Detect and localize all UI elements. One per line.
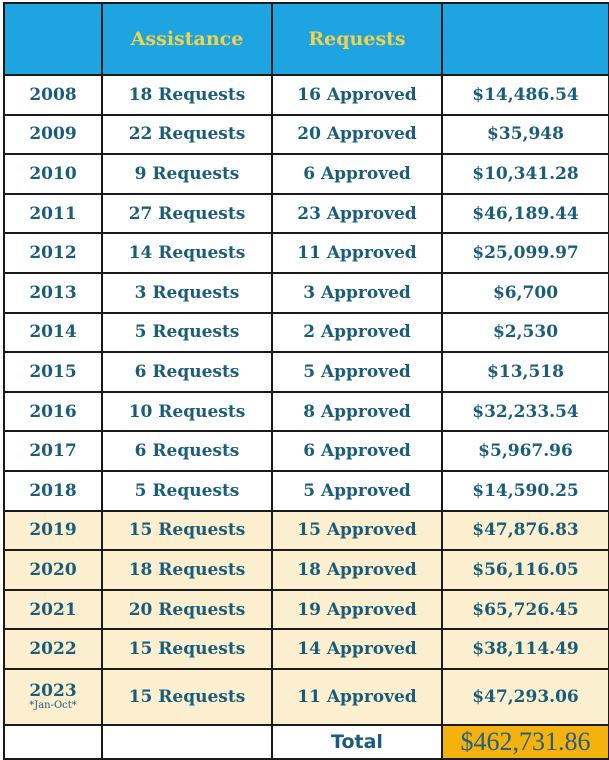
approved-cell: 11 Approved xyxy=(272,233,442,273)
approved-cell: 15 Approved xyxy=(272,511,442,551)
table-row xyxy=(4,154,609,194)
table-row xyxy=(4,550,609,590)
year-label: 2022 xyxy=(29,639,77,660)
year-cell xyxy=(4,471,102,511)
approved-cell: 14 Approved xyxy=(272,629,442,669)
amount-cell: $38,114.49 xyxy=(442,629,609,669)
table-row xyxy=(4,669,609,725)
table-row xyxy=(4,75,609,115)
year-label: 2020 xyxy=(29,559,77,580)
table-row xyxy=(4,194,609,234)
table-row xyxy=(4,392,609,432)
amount-cell: $6,700 xyxy=(442,273,609,313)
amount-cell: $13,518 xyxy=(442,352,609,392)
header-assistance: Assistance xyxy=(102,3,272,75)
year-label: 2019 xyxy=(29,520,77,541)
amount-cell: $25,099.97 xyxy=(442,233,609,273)
year-cell xyxy=(4,352,102,392)
requests-cell: 18 Requests xyxy=(102,550,272,590)
year-cell xyxy=(4,392,102,432)
requests-cell: 15 Requests xyxy=(102,629,272,669)
total-empty-cell-1 xyxy=(4,725,102,759)
amount-cell: $5,967.96 xyxy=(442,431,609,471)
amount-cell: $10,341.28 xyxy=(442,154,609,194)
year-note: *Jan-Oct* xyxy=(29,699,77,711)
requests-cell: 22 Requests xyxy=(102,115,272,155)
year-label: 2017 xyxy=(29,441,77,462)
total-row xyxy=(4,725,609,759)
amount-cell: $65,726.45 xyxy=(442,590,609,630)
year-label: 2010 xyxy=(29,163,77,184)
amount-cell: $35,948 xyxy=(442,115,609,155)
amount-cell: $14,590.25 xyxy=(442,471,609,511)
year-cell xyxy=(4,273,102,313)
table-row xyxy=(4,511,609,551)
approved-cell: 23 Approved xyxy=(272,194,442,234)
year-cell xyxy=(4,629,102,669)
year-label: 2013 xyxy=(29,282,77,303)
requests-cell: 27 Requests xyxy=(102,194,272,234)
amount-cell: $2,530 xyxy=(442,313,609,353)
amount-cell: $47,876.83 xyxy=(442,511,609,551)
header-row xyxy=(4,3,609,75)
year-label: 2015 xyxy=(29,361,77,382)
approved-cell: 18 Approved xyxy=(272,550,442,590)
year-label: 2014 xyxy=(29,322,77,343)
table-row xyxy=(4,273,609,313)
requests-cell: 5 Requests xyxy=(102,471,272,511)
table-row xyxy=(4,233,609,273)
year-cell xyxy=(4,313,102,353)
year-label: 2011 xyxy=(29,203,77,224)
year-cell xyxy=(4,233,102,273)
requests-cell: 3 Requests xyxy=(102,273,272,313)
requests-cell: 6 Requests xyxy=(102,352,272,392)
year-label: 2016 xyxy=(29,401,77,422)
header-requests: Requests xyxy=(272,3,442,75)
year-cell xyxy=(4,115,102,155)
requests-cell: 10 Requests xyxy=(102,392,272,432)
assistance-requests-table xyxy=(3,2,609,760)
year-label: 2009 xyxy=(29,124,77,145)
year-cell xyxy=(4,431,102,471)
table-row xyxy=(4,471,609,511)
requests-cell: 15 Requests xyxy=(102,669,272,725)
approved-cell: 20 Approved xyxy=(272,115,442,155)
table-body xyxy=(4,75,609,725)
approved-cell: 16 Approved xyxy=(272,75,442,115)
year-cell xyxy=(4,590,102,630)
amount-cell: $47,293.06 xyxy=(442,669,609,725)
approved-cell: 5 Approved xyxy=(272,471,442,511)
approved-cell: 2 Approved xyxy=(272,313,442,353)
table-row xyxy=(4,431,609,471)
year-label: 2012 xyxy=(29,243,77,264)
approved-cell: 8 Approved xyxy=(272,392,442,432)
year-cell xyxy=(4,194,102,234)
total-empty-cell-2 xyxy=(102,725,272,759)
table-row xyxy=(4,629,609,669)
year-cell xyxy=(4,550,102,590)
year-label: 2008 xyxy=(29,84,77,105)
approved-cell: 6 Approved xyxy=(272,431,442,471)
approved-cell: 19 Approved xyxy=(272,590,442,630)
total-value: $462,731.86 xyxy=(442,725,609,759)
header-amount-cell xyxy=(442,3,609,75)
amount-cell: $56,116.05 xyxy=(442,550,609,590)
requests-cell: 20 Requests xyxy=(102,590,272,630)
table-row xyxy=(4,590,609,630)
amount-cell: $14,486.54 xyxy=(442,75,609,115)
requests-cell: 9 Requests xyxy=(102,154,272,194)
amount-cell: $46,189.44 xyxy=(442,194,609,234)
table-row xyxy=(4,352,609,392)
year-label: 2023 xyxy=(29,680,77,701)
approved-cell: 11 Approved xyxy=(272,669,442,725)
approved-cell: 5 Approved xyxy=(272,352,442,392)
table-row xyxy=(4,115,609,155)
year-cell xyxy=(4,669,102,725)
approved-cell: 3 Approved xyxy=(272,273,442,313)
requests-cell: 6 Requests xyxy=(102,431,272,471)
requests-cell: 5 Requests xyxy=(102,313,272,353)
year-cell xyxy=(4,511,102,551)
table-row xyxy=(4,313,609,353)
total-label: Total xyxy=(272,725,442,759)
requests-cell: 18 Requests xyxy=(102,75,272,115)
approved-cell: 6 Approved xyxy=(272,154,442,194)
year-cell xyxy=(4,154,102,194)
year-label: 2021 xyxy=(29,599,77,620)
requests-cell: 15 Requests xyxy=(102,511,272,551)
requests-cell: 14 Requests xyxy=(102,233,272,273)
year-cell xyxy=(4,75,102,115)
year-label: 2018 xyxy=(29,480,77,501)
header-year-cell xyxy=(4,3,102,75)
amount-cell: $32,233.54 xyxy=(442,392,609,432)
